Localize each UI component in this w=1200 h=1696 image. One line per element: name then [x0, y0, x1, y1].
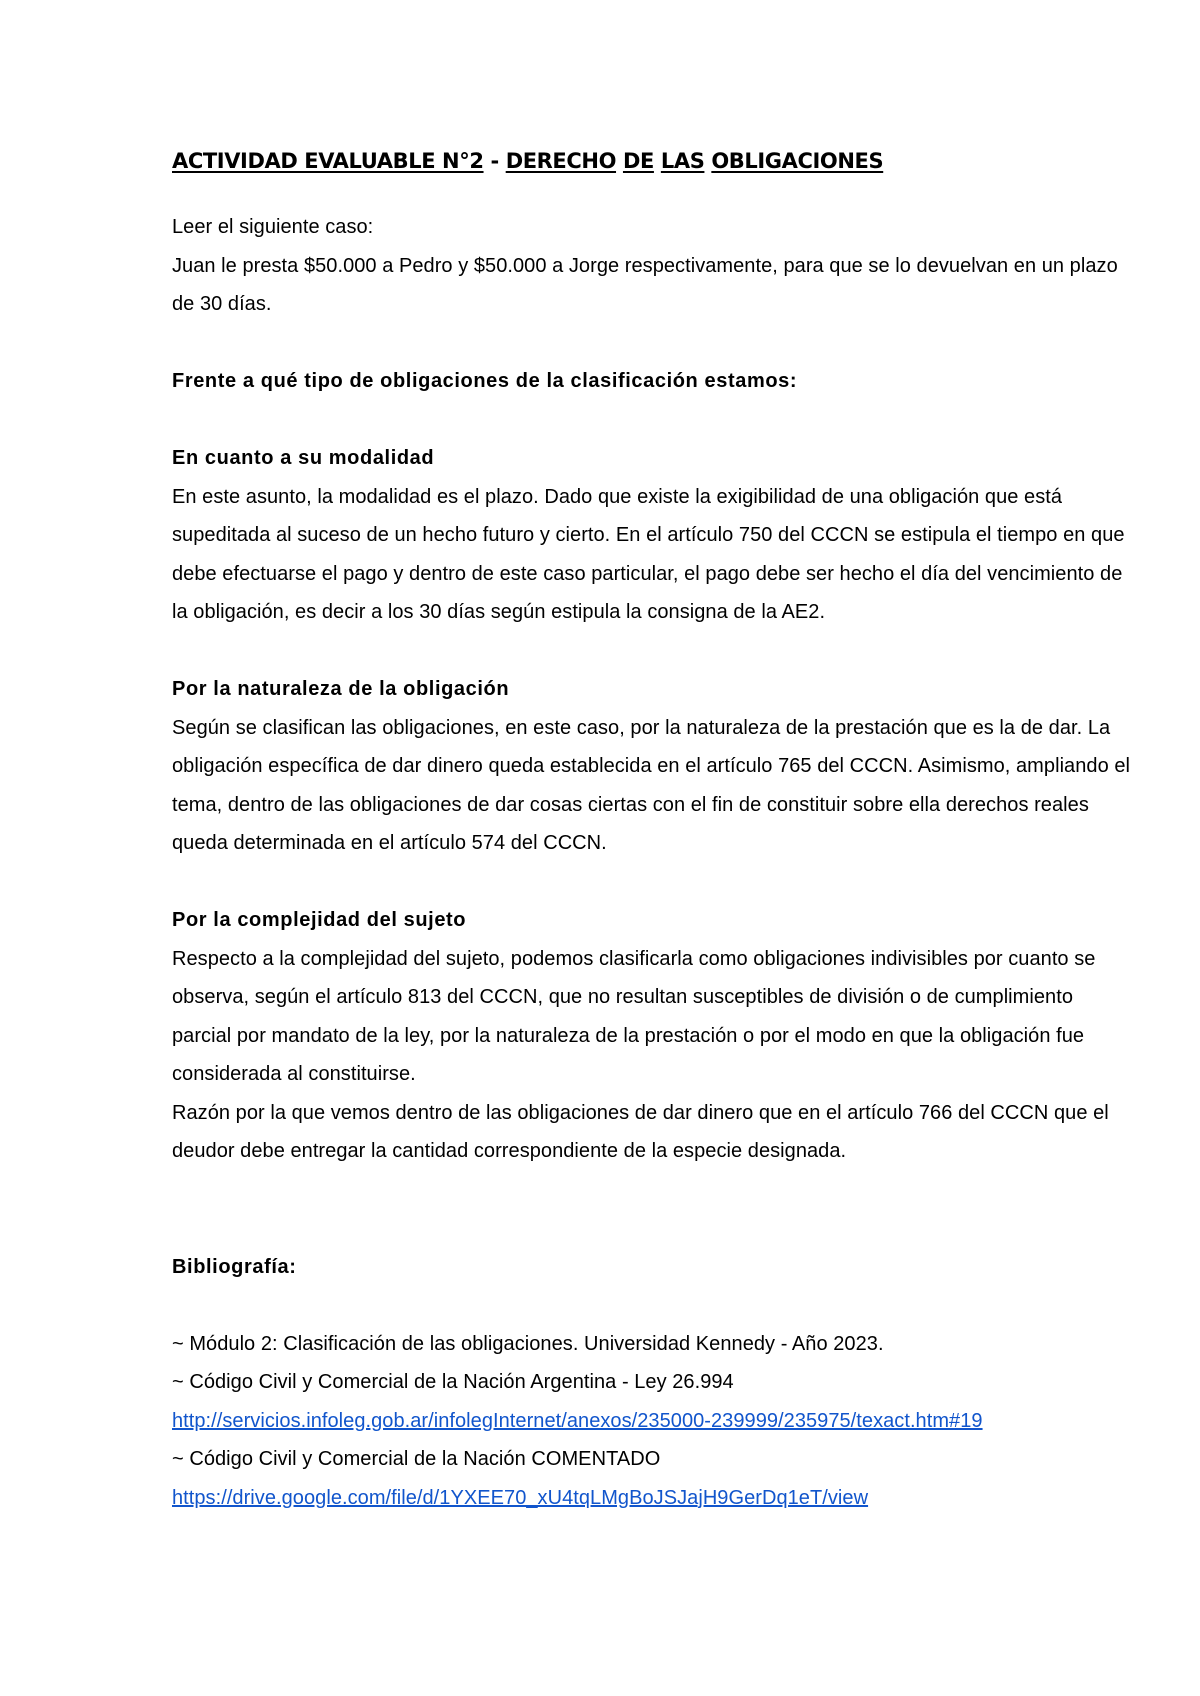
title-word-obligaciones: OBLIGACIONES — [711, 149, 884, 173]
bibliography-heading: Bibliografía: — [172, 1255, 297, 1278]
title-separator: - — [483, 149, 506, 173]
section-paragraph: Respecto a la complejidad del sujeto, podemos clasificarla como obligaciones indivisibles por cuanto se observa, según el artículo 813 del CCCN, que no resultan susceptibles de división o de cumplimiento parcial por mandato de la ley, por la naturaleza de la prestación o por el modo en que la obligación fue considerada al constituirse. — [172, 947, 1096, 1085]
spacer — [172, 632, 1132, 671]
intro-lead: Leer el siguiente caso: — [172, 216, 374, 238]
title-word-derecho: DERECHO — [505, 149, 617, 173]
drive-link[interactable]: https://drive.google.com/file/d/1YXEE70_xU4tqLMgBoJSJajH9GerDq1eT/view — [172, 1486, 869, 1509]
section-paragraph: Según se clasifican las obligaciones, en este caso, por la naturaleza de la prestación que es la de dar. La obligación específica de dar dinero queda establecida en el artículo 765 del CCCN. Asimismo, ampliando el tema, dentro de las obligaciones de dar cosas ciertas con el fin de constituir sobre ella derechos reales queda determinada en el artículo 574 del CCCN. — [172, 716, 1131, 854]
bibliography-link-row — [172, 1402, 1132, 1441]
section-heading-modalidad: En cuanto a su modalidad — [172, 447, 435, 469]
spacer — [172, 1286, 1132, 1325]
spacer — [172, 863, 1132, 902]
bibliography-item: ~ Código Civil y Comercial de la Nación COMENTADO — [172, 1448, 661, 1470]
section-paragraph: En este asunto, la modalidad es el plazo. Dado que existe la exigibilidad de una obligación que está supeditada al suceso de un hecho futuro y cierto. En el artículo 750 del CCCN se estipula el tiempo en que debe efectuarse el pago y dentro de este caso particular, el pago debe ser hecho el día del vencimiento de la obligación, es decir a los 30 días según estipula la consigna de la AE2. — [172, 485, 1125, 623]
spacer — [172, 1171, 1132, 1210]
bibliography-item: ~ Código Civil y Comercial de la Nación Argentina - Ley 26.994 — [172, 1371, 734, 1393]
bibliography-item: ~ Módulo 2: Clasificación de las obligaciones. Universidad Kennedy - Año 2023. — [172, 1332, 884, 1355]
infoleg-link[interactable]: http://servicios.infoleg.gob.ar/infolegInternet/anexos/235000-239999/235975/texact.htm#19 — [172, 1409, 983, 1432]
document-body — [172, 146, 1132, 1517]
spacer — [172, 1209, 1132, 1248]
spacer — [172, 401, 1132, 440]
question-heading: Frente a qué tipo de obligaciones de la clasificación estamos: — [172, 370, 798, 392]
page-title — [172, 146, 1132, 176]
title-activity: ACTIVIDAD EVALUABLE N°2 — [172, 149, 484, 173]
section-paragraph: Razón por la que vemos dentro de las obligaciones de dar dinero que en el artículo 766 del CCCN que el deudor debe entregar la cantidad correspondiente de la especie designada. — [172, 1101, 1109, 1162]
section-heading-complejidad: Por la complejidad del sujeto — [172, 909, 467, 931]
title-word-de: DE — [622, 149, 654, 173]
case-text: Juan le presta $50.000 a Pedro y $50.000 a Jorge respectivamente, para que se lo devuelvan en un plazo de 30 días. — [172, 254, 1118, 315]
spacer — [172, 324, 1132, 363]
section-heading-naturaleza: Por la naturaleza de la obligación — [172, 678, 510, 700]
title-word-las: LAS — [660, 149, 705, 173]
bibliography-link-row — [172, 1479, 1132, 1518]
